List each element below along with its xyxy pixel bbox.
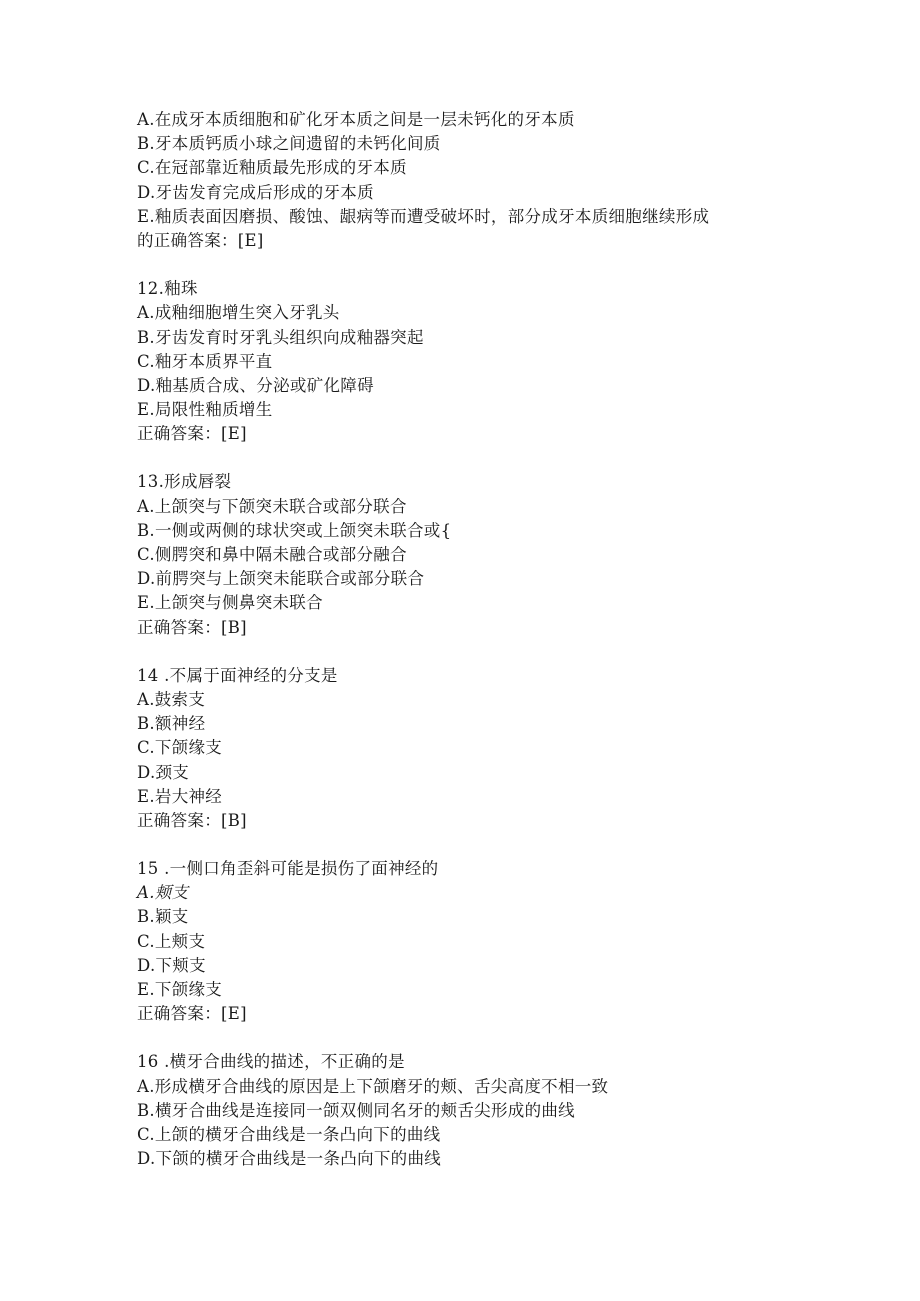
answer: 的正确答案：[E] [137, 230, 264, 250]
option-c: C.在冠部靠近釉质最先形成的牙本质 [137, 158, 407, 178]
option-e: E.下颌缘支 [137, 980, 223, 999]
option-b: B.牙齿发育时牙乳头组织向成釉器突起 [137, 327, 424, 347]
question-12 [137, 277, 877, 446]
spacer [137, 833, 877, 857]
option-b: B.横牙合曲线是连接同一颌双侧同名牙的颊舌尖形成的曲线 [137, 1100, 575, 1120]
question-block-prev [137, 108, 877, 253]
option-a: A.在成牙本质细胞和矿化牙本质之间是一层未钙化的牙本质 [137, 110, 575, 129]
question-title: 16 .横牙合曲线的描述，不正确的是 [137, 1052, 405, 1072]
option-d: D.下颌的横牙合曲线是一条凸向下的曲线 [137, 1149, 442, 1169]
option-c: C.侧腭突和鼻中隔未融合或部分融合 [137, 545, 407, 564]
spacer [137, 253, 877, 277]
spacer [137, 1026, 877, 1050]
question-title: 13.形成唇裂 [137, 472, 232, 492]
option-b: B.额神经 [137, 714, 206, 734]
question-title: 12.釉珠 [137, 279, 198, 299]
option-c: C.上颌的横牙合曲线是一条凸向下的曲线 [137, 1124, 441, 1144]
option-a: A.成釉细胞增生突入牙乳头 [137, 303, 340, 323]
document-page [137, 108, 877, 1171]
answer: 正确答案：[B] [137, 810, 247, 830]
option-a: A.上颌突与下颌突未联合或部分联合 [137, 496, 407, 516]
answer: 正确答案：[B] [137, 617, 247, 637]
spacer [137, 446, 877, 470]
option-a: A.鼓索支 [137, 689, 206, 709]
question-13 [137, 470, 877, 639]
option-a: A.形成横牙合曲线的原因是上下颌磨牙的颊、舌尖高度不相一致 [137, 1076, 609, 1096]
option-b: B.颖支 [137, 907, 189, 927]
option-e: E.岩大神经 [137, 786, 223, 806]
option-c: C.上颊支 [137, 931, 206, 951]
answer: 正确答案：[E] [137, 424, 247, 444]
question-16 [137, 1050, 877, 1171]
option-e: E.上颌突与侧鼻突未联合 [137, 593, 323, 613]
question-title: 15 .一侧口角歪斜可能是损伤了面神经的 [137, 859, 439, 879]
option-d: D.釉基质合成、分泌或矿化障碍 [137, 375, 374, 395]
option-d: D.牙齿发育完成后形成的牙本质 [137, 182, 374, 202]
option-d: D.颈支 [137, 762, 190, 782]
option-a: A.颊支 [137, 883, 189, 903]
option-d: D.前腭突与上颌突未能联合或部分联合 [137, 569, 425, 589]
answer: 正确答案：[E] [137, 1004, 247, 1024]
option-d: D.下颊支 [137, 955, 206, 975]
option-b: B.牙本质钙质小球之间遗留的未钙化间质 [137, 134, 441, 154]
question-15 [137, 857, 877, 1026]
option-c: C.下颌缘支 [137, 738, 223, 758]
option-e: E.釉质表面因磨损、酸蚀、龈病等而遭受破坏时，部分成牙本质细胞继续形成 [137, 206, 710, 226]
spacer [137, 640, 877, 664]
question-title: 14 .不属于面神经的分支是 [137, 665, 338, 685]
option-c: C.釉牙本质界平直 [137, 351, 273, 371]
option-e: E.局限性釉质增生 [137, 400, 273, 420]
question-14 [137, 664, 877, 833]
option-b: B.一侧或两侧的球状突或上颌突未联合或{ [137, 520, 452, 540]
